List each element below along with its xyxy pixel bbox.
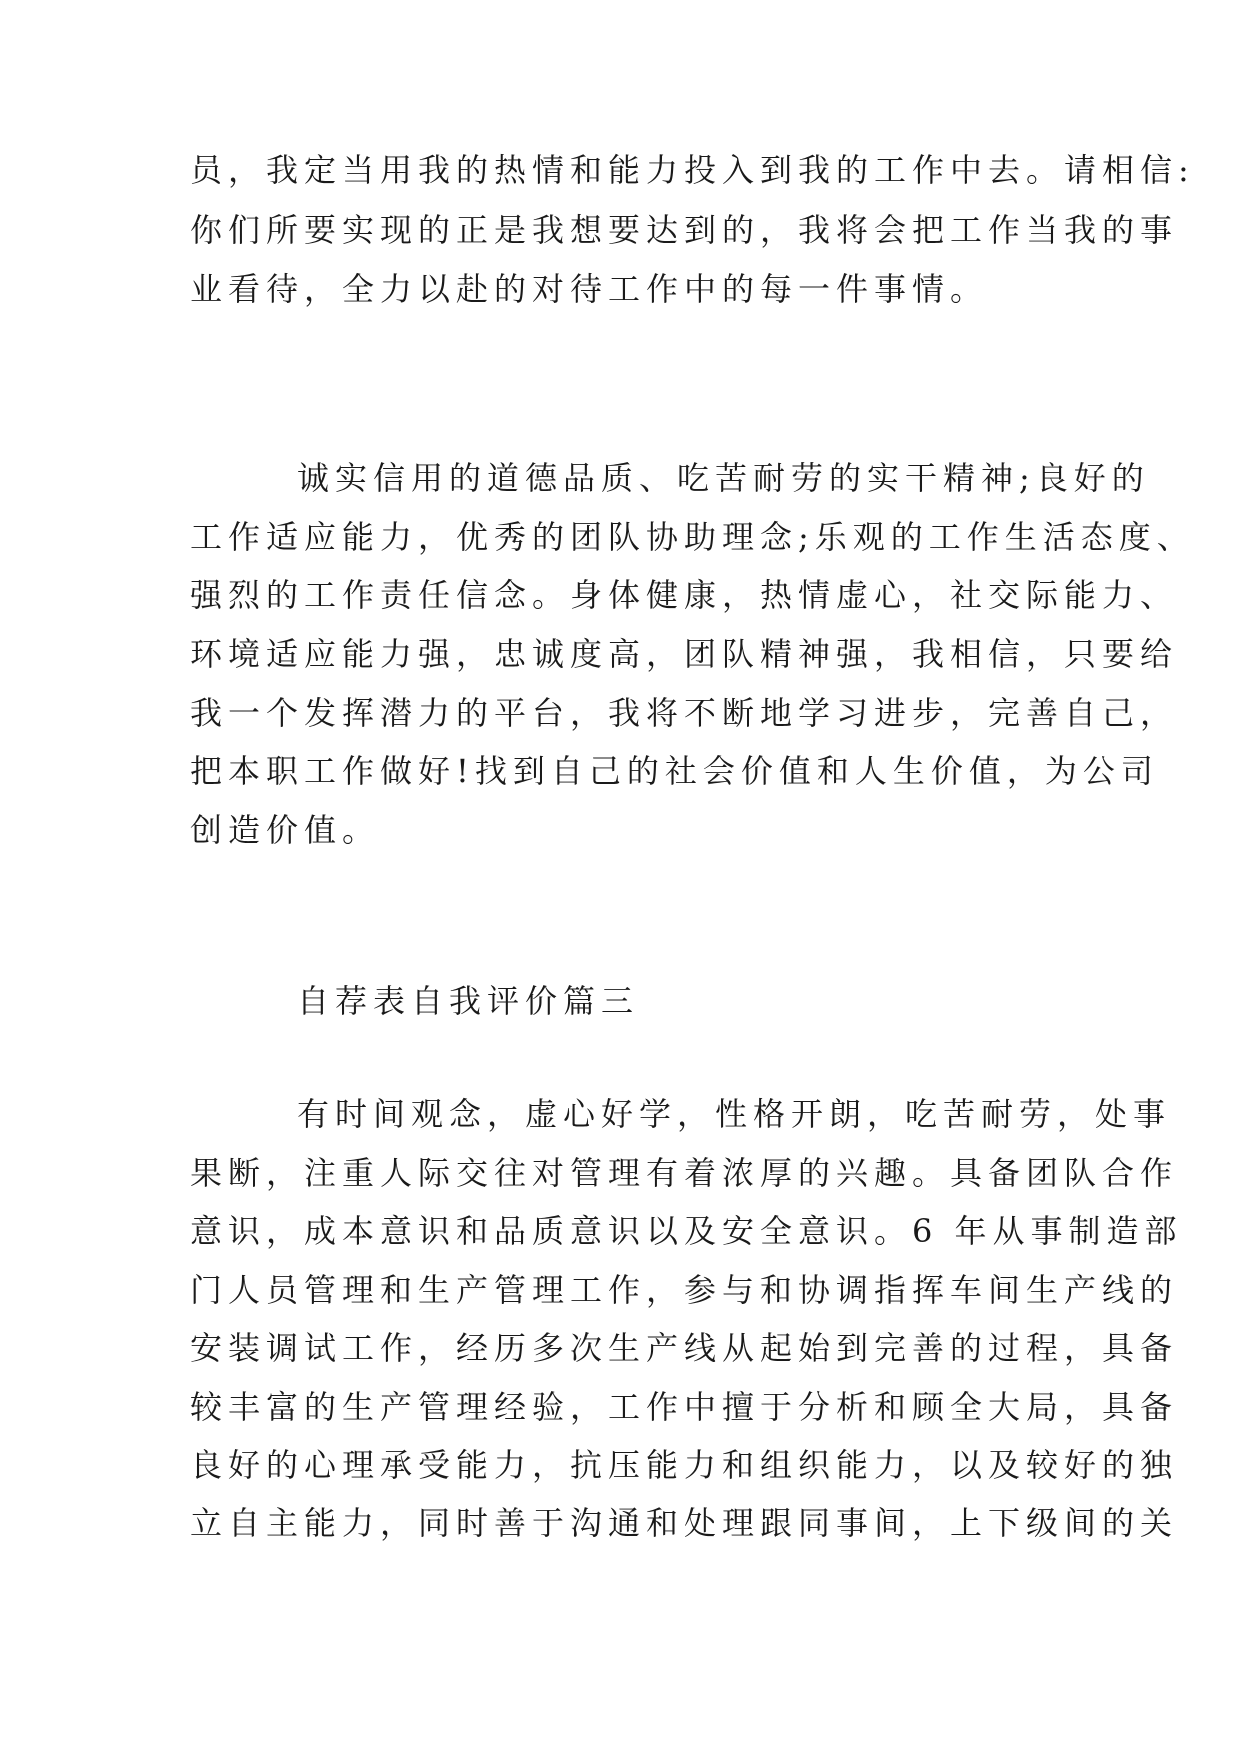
paragraph-line: 工作适应能力，优秀的团队协助理念;乐观的工作生活态度、 (190, 518, 1195, 556)
paragraph-line: 把本职工作做好!找到自己的社会价值和人生价值，为公司 (190, 752, 1159, 790)
paragraph-line: 环境适应能力强，忠诚度高，团队精神强，我相信，只要给 (190, 635, 1179, 673)
paragraph-line: 业看待，全力以赴的对待工作中的每一件事情。 (190, 270, 989, 308)
paragraph-line: 果断，注重人际交往对管理有着浓厚的兴趣。具备团队合作 (190, 1154, 1179, 1192)
paragraph-line: 员，我定当用我的热情和能力投入到我的工作中去。请相信: (190, 151, 1195, 189)
paragraph-line: 较丰富的生产管理经验，工作中擅于分析和顾全大局，具备 (190, 1388, 1179, 1426)
paragraph-line: 创造价值。 (190, 811, 381, 849)
paragraph-line: 意识，成本意识和品质意识以及安全意识。6 年从事制造部 (190, 1212, 1183, 1250)
paragraph-line: 诚实信用的道德品质、吃苦耐劳的实干精神;良好的 (297, 459, 1150, 497)
paragraph-line: 立自主能力，同时善于沟通和处理跟同事间，上下级间的关 (190, 1504, 1179, 1542)
section-heading: 自荐表自我评价篇三 (297, 982, 640, 1020)
paragraph-line: 良好的心理承受能力，抗压能力和组织能力，以及较好的独 (190, 1446, 1179, 1484)
paragraph-line: 我一个发挥潜力的平台，我将不断地学习进步，完善自己， (190, 694, 1179, 732)
paragraph-line: 门人员管理和生产管理工作，参与和协调指挥车间生产线的 (190, 1271, 1179, 1309)
paragraph-line: 强烈的工作责任信念。身体健康，热情虚心，社交际能力、 (190, 576, 1179, 614)
paragraph-line: 安装调试工作，经历多次生产线从起始到完善的过程，具备 (190, 1329, 1179, 1367)
paragraph-line: 有时间观念，虚心好学，性格开朗，吃苦耐劳，处事 (297, 1095, 1172, 1133)
paragraph-line: 你们所要实现的正是我想要达到的，我将会把工作当我的事 (190, 211, 1179, 249)
